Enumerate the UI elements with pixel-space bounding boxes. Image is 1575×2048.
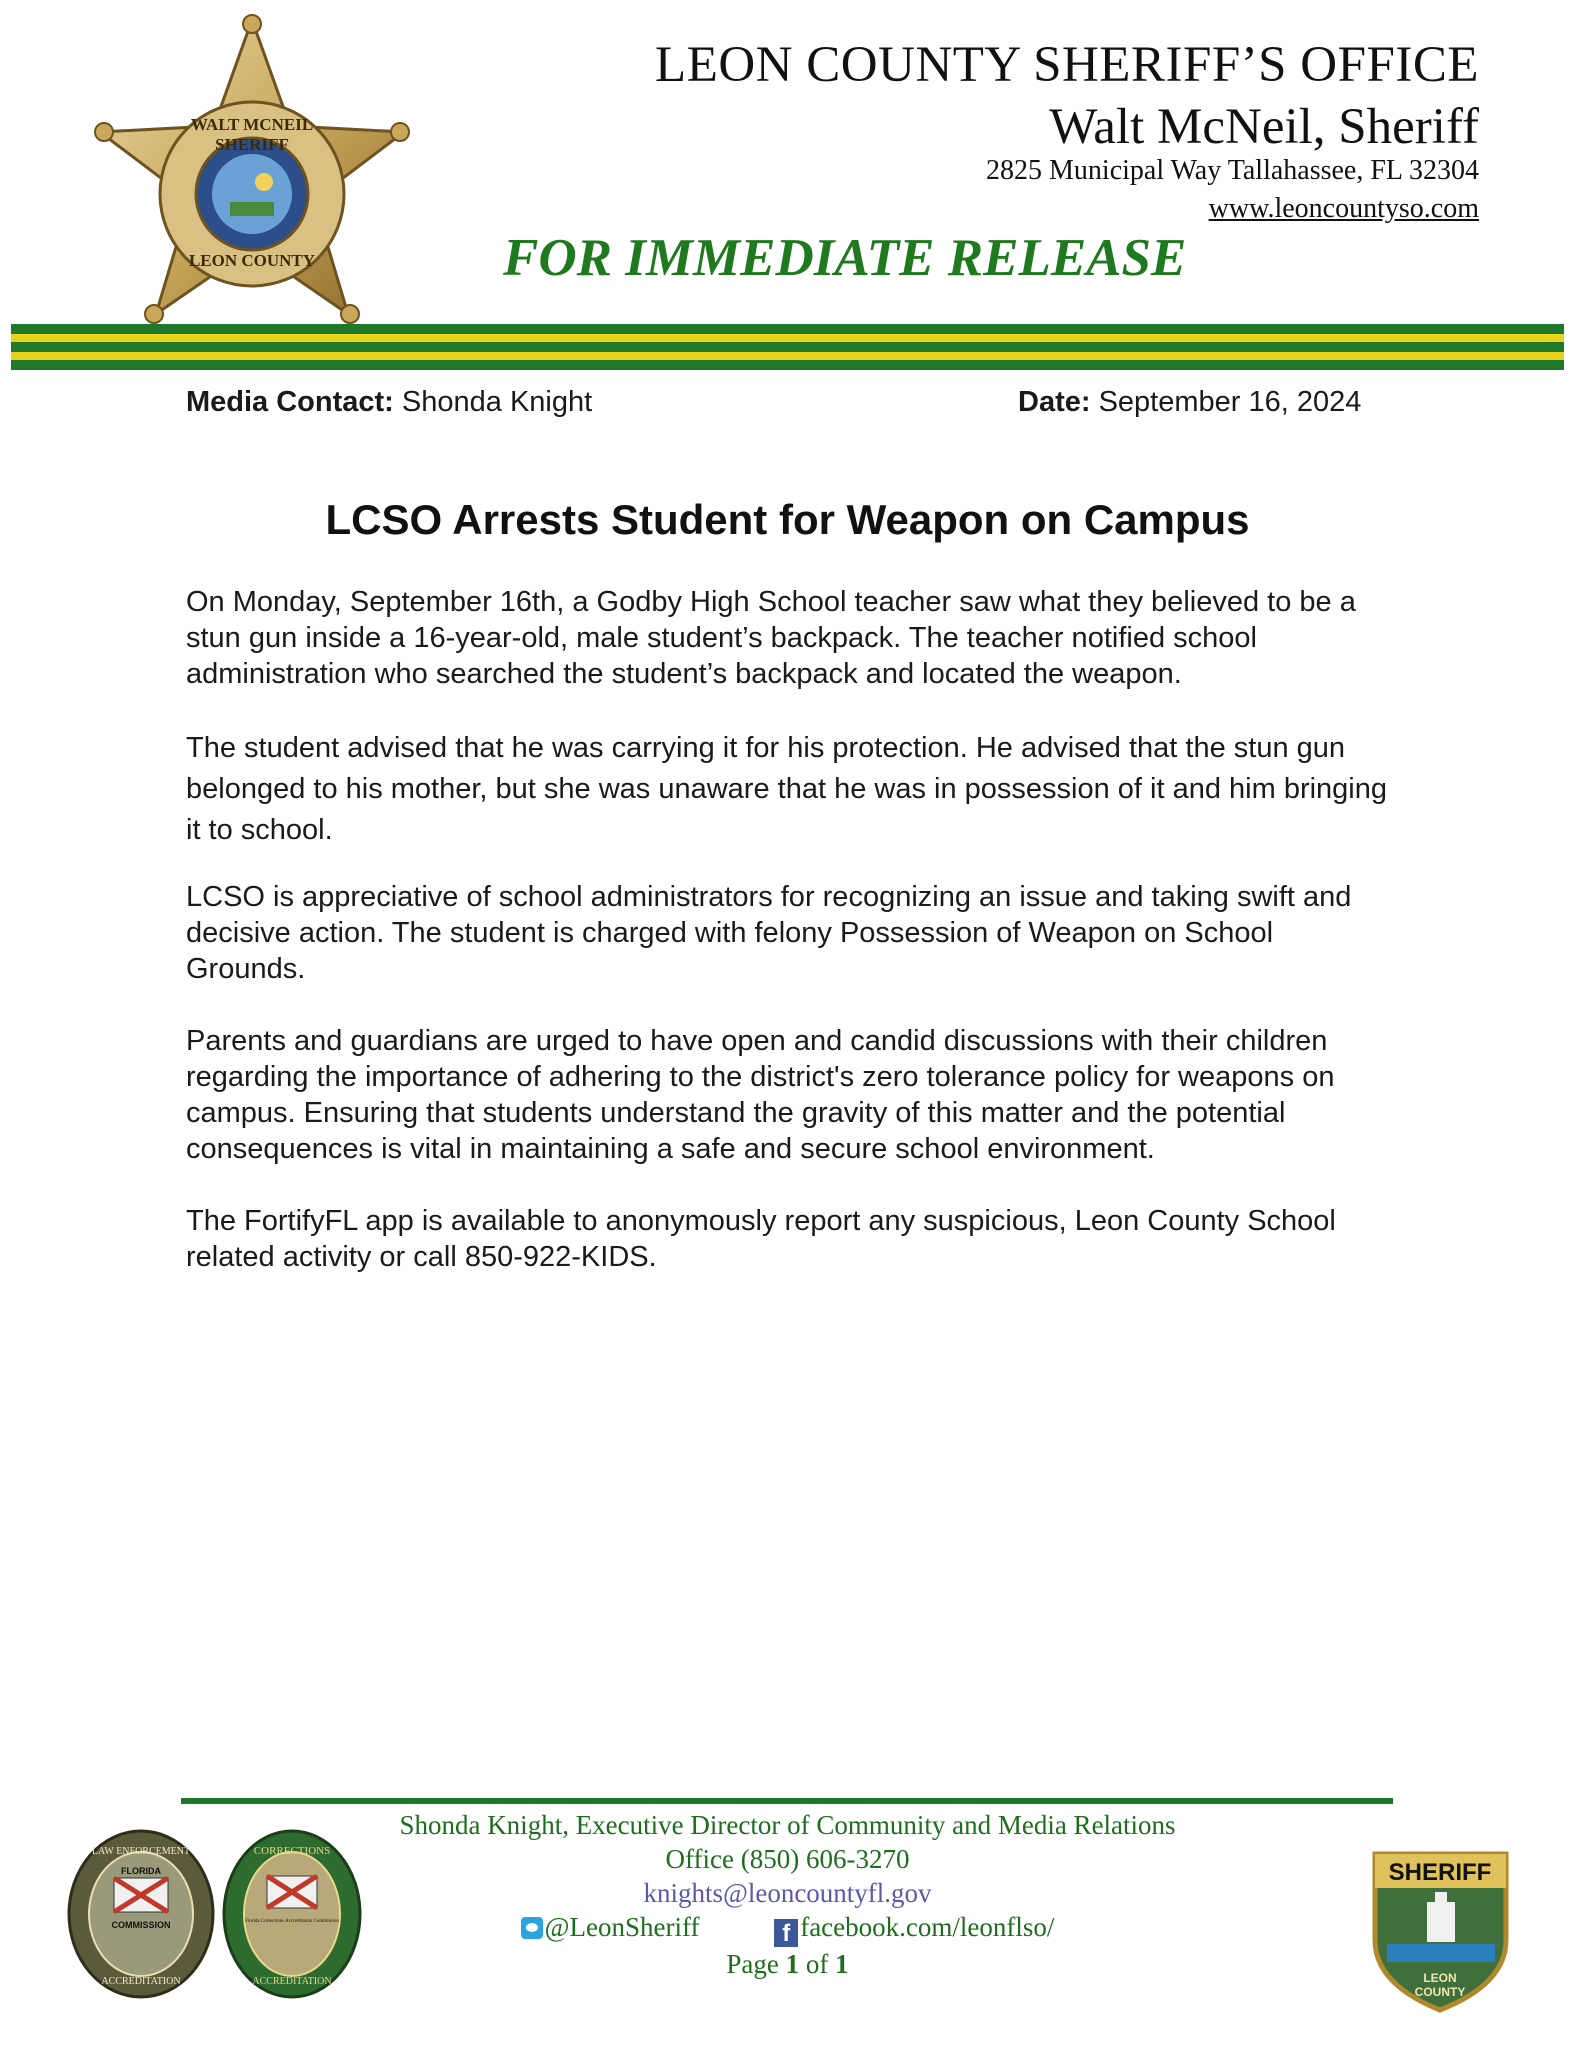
paragraph-student-statement: The student advised that he was carrying it for his protection. He advised that the stun gun belonged to his mother, but she was unaware that he was in possession of it and him bringing it to school. [186,732,1388,846]
page-title: LCSO Arrests Student for Weapon on Campus [325,496,1250,543]
svg-text:CORRECTIONS: CORRECTIONS [253,1845,331,1857]
page-number: Page 1 of 1 [726,1949,849,1979]
paragraph-parents: Parents and guardians are urged to have open and candid discussions with their children regarding the importance of adhering to the district's zero tolerance policy for weapons on campus. Ensuring that students understand the gravity of this matter and the potential consequences is vital in maintaining a safe and secure school environment. [186,1025,1335,1165]
release-label: FOR IMMEDIATE RELEASE [503,229,1187,287]
footer-divider [181,1798,1393,1804]
release-date-label: Date: [1018,386,1091,418]
facebook-icon: f [774,1919,798,1947]
paragraph-fortifyfl: The FortifyFL app is available to anonymously report any suspicious, Leon County School related activity or call 850-922-KIDS. [186,1205,1336,1273]
release-date [1018,386,1361,419]
media-contact-value: Shonda Knight [401,386,593,418]
leon-county-sheriff-shield-logo [1367,1844,1514,2014]
facebook-url: facebook.com/leonflso/ [800,1912,1055,1942]
footer-social-links [0,1910,1575,1947]
footer-email-link[interactable]: knights@leoncountyfl.gov [643,1878,932,1908]
release-date-value: September 16, 2024 [1098,386,1362,418]
svg-text:COMMISSION: COMMISSION [111,1920,171,1930]
svg-text:WALT MCNEIL: WALT MCNEIL [190,115,314,134]
twitter-icon [521,1917,543,1939]
media-contact [186,386,592,419]
office-name: LEON COUNTY SHERIFF’S OFFICE [655,37,1479,93]
office-address: 2825 Municipal Way Tallahassee, FL 32304 [986,155,1479,186]
svg-text:LEON COUNTY: LEON COUNTY [188,251,316,270]
paragraph-incident: On Monday, September 16th, a Godby High School teacher saw what they believed to be a stun gun inside a 16-year-old, male student’s backpack. The teacher notified school administration who searched the student’s backpack and located the weapon. [186,586,1356,690]
svg-text:COUNTY: COUNTY [1414,1985,1466,1999]
footer-office-phone: Office (850) 606-3270 [665,1844,910,1874]
svg-text:SHERIFF: SHERIFF [1388,1859,1492,1886]
facebook-link[interactable] [774,1910,1054,1947]
paragraph-charges: LCSO is appreciative of school administrators for recognizing an issue and taking swift and decisive action. The student is charged with felony Possession of Weapon on School Grounds. [186,881,1352,985]
svg-text:FLORIDA: FLORIDA [121,1866,161,1876]
website-link[interactable]: www.leoncountyso.com [1208,193,1479,224]
sheriff-name: Walt McNeil, Sheriff [1049,99,1479,155]
footer-contact-block [0,1808,1575,1981]
svg-text:ACCREDITATION: ACCREDITATION [252,1976,332,1987]
letterhead-stripes [11,324,1564,370]
footer-name-title: Shonda Knight, Executive Director of Community and Media Relations [399,1810,1176,1840]
svg-text:SHERIFF: SHERIFF [215,135,289,154]
svg-text:Florida Corrections Accreditat: Florida Corrections Accreditation Commission [245,1919,339,1924]
media-contact-label: Media Contact: [186,386,394,418]
svg-text:ACCREDITATION: ACCREDITATION [101,1976,181,1987]
press-release-body [186,584,1396,1311]
svg-text:LEON: LEON [1423,1971,1457,1985]
twitter-handle: @LeonSheriff [544,1912,700,1942]
sheriff-badge-logo [92,14,412,332]
twitter-link[interactable] [521,1910,700,1944]
svg-text:LAW ENFORCEMENT: LAW ENFORCEMENT [91,1846,191,1857]
